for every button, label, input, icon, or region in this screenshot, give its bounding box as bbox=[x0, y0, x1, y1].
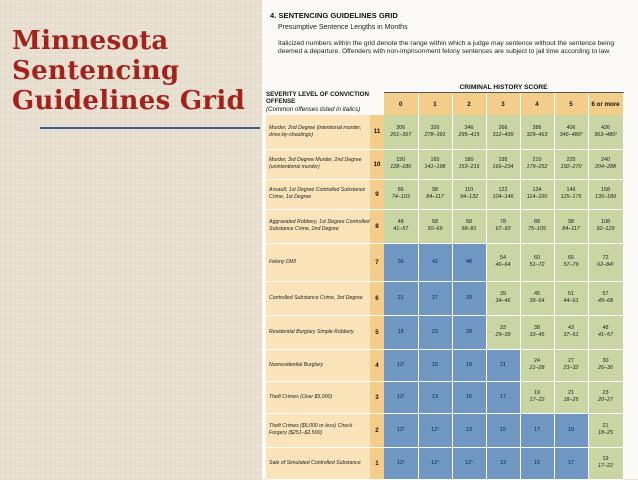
sentence-range: 21–28 bbox=[529, 365, 545, 371]
sentence-months: 12¹ bbox=[396, 459, 405, 466]
sentence-months: 42 bbox=[432, 258, 438, 265]
sentence-range: 128–180 bbox=[390, 164, 412, 170]
sentence-range: 261–367 bbox=[390, 131, 412, 138]
grid-cell bbox=[588, 381, 623, 413]
sentence-range: 75–105 bbox=[528, 226, 546, 232]
grid-cell bbox=[384, 381, 418, 413]
sentence-range: 51–72 bbox=[529, 262, 545, 268]
sentence-months: 17 bbox=[500, 393, 506, 400]
grid-cell bbox=[520, 179, 554, 209]
grid-cell bbox=[554, 179, 588, 209]
sentence-months: 72 bbox=[602, 255, 609, 261]
grid-cell bbox=[452, 209, 486, 243]
grid-cell bbox=[588, 209, 623, 243]
sentence-months: 19 bbox=[602, 456, 609, 462]
grid-cell bbox=[452, 115, 486, 149]
sentence-range: 94–132 bbox=[460, 194, 478, 200]
sentence-range: 23–32 bbox=[563, 365, 579, 371]
sentence-months: 39 bbox=[500, 291, 506, 297]
sentence-months: 12¹ bbox=[396, 393, 405, 400]
sentence-months: 19 bbox=[534, 390, 540, 396]
grid-cell bbox=[486, 413, 520, 447]
sentence-months: 21 bbox=[500, 361, 506, 368]
grid-row bbox=[266, 349, 623, 381]
sentence-months: 48 bbox=[397, 219, 404, 225]
sentence-range: 58–81 bbox=[461, 226, 477, 232]
guidelines-document bbox=[262, 0, 638, 479]
document-heading: 4. SENTENCING GUIDELINES GRID bbox=[270, 11, 398, 20]
sentence-months: 98 bbox=[568, 219, 574, 225]
grid-cell bbox=[418, 209, 452, 243]
offense-label: Controlled Substance Crime, 3rd Degree bbox=[266, 281, 370, 315]
grid-row bbox=[266, 447, 623, 479]
sentence-range: 29–39 bbox=[495, 332, 511, 338]
grid-cell bbox=[554, 447, 588, 479]
sentence-range: 41–57 bbox=[598, 332, 613, 338]
sentence-months: 15 bbox=[432, 361, 438, 368]
grid-cell bbox=[554, 115, 588, 149]
sentence-months: 98 bbox=[432, 187, 438, 193]
sentence-range: 17–22 bbox=[529, 397, 545, 403]
sentence-months: 158 bbox=[601, 187, 610, 193]
grid-cell bbox=[554, 149, 588, 179]
slide-title bbox=[12, 26, 257, 116]
sentence-months: 30 bbox=[602, 358, 609, 364]
sentence-months: 15 bbox=[466, 393, 472, 400]
sentence-range: 46–64 bbox=[495, 262, 511, 268]
sentence-months: 48 bbox=[602, 325, 609, 331]
slide-title-line-2: Sentencing bbox=[12, 56, 180, 86]
grid-cell bbox=[520, 315, 554, 349]
severity-level: 4 bbox=[370, 349, 384, 381]
slide-title-line-1: Minnesota bbox=[12, 26, 169, 56]
severity-level: 9 bbox=[370, 179, 384, 209]
offense-label: Nonresidential Burglary bbox=[266, 349, 370, 381]
grid-cell bbox=[486, 349, 520, 381]
grid-cell bbox=[452, 381, 486, 413]
grid-cell bbox=[520, 349, 554, 381]
grid-cell bbox=[588, 413, 623, 447]
sentence-months: 27 bbox=[568, 358, 574, 364]
offense-column-header bbox=[266, 82, 384, 115]
title-underline bbox=[40, 127, 260, 129]
sentence-months: 18 bbox=[466, 361, 472, 368]
grid-row bbox=[266, 243, 623, 281]
grid-cell bbox=[418, 349, 452, 381]
sentence-range: 41–57 bbox=[393, 226, 409, 232]
sentence-range: 125–175 bbox=[560, 194, 582, 200]
sentence-range: 49–68 bbox=[598, 298, 613, 304]
offense-label: Murder, 2nd Degree (intentional murder; drive-by-shootings) bbox=[266, 115, 370, 149]
severity-level: 7 bbox=[370, 243, 384, 281]
grid-cell bbox=[384, 243, 418, 281]
sentence-months: 326 bbox=[430, 124, 440, 131]
sentence-months: 23 bbox=[602, 390, 609, 396]
grid-cell bbox=[588, 179, 623, 209]
grid-cell bbox=[520, 413, 554, 447]
history-score-2: 2 bbox=[452, 93, 486, 116]
grid-cell bbox=[452, 315, 486, 349]
grid-cell bbox=[520, 281, 554, 315]
severity-level: 5 bbox=[370, 315, 384, 349]
grid-cell bbox=[384, 179, 418, 209]
grid-cell bbox=[554, 381, 588, 413]
grid-cell bbox=[520, 381, 554, 413]
grid-cell bbox=[452, 179, 486, 209]
grid-cell bbox=[520, 243, 554, 281]
grid-cell bbox=[486, 281, 520, 315]
sentence-range: 37–51 bbox=[563, 332, 579, 338]
grid-cell bbox=[554, 413, 588, 447]
grid-cell bbox=[520, 209, 554, 243]
sentence-months: 108 bbox=[601, 219, 610, 225]
sentence-months: 33 bbox=[500, 325, 506, 331]
grid-row bbox=[266, 315, 623, 349]
grid-cell bbox=[588, 149, 623, 179]
sentence-range: 114–160 bbox=[526, 194, 548, 200]
offense-header-note: (Common offenses listed in italics) bbox=[266, 105, 361, 113]
sentence-months: 68 bbox=[466, 219, 472, 225]
grid-cell bbox=[384, 281, 418, 315]
sentence-months: 12¹ bbox=[396, 361, 405, 368]
grid-cell bbox=[554, 315, 588, 349]
grid-row bbox=[266, 149, 623, 179]
grid-cell bbox=[486, 209, 520, 243]
grid-cell bbox=[486, 149, 520, 179]
history-score-0: 0 bbox=[384, 93, 418, 116]
severity-level: 6 bbox=[370, 281, 384, 315]
sentence-range: 104–146 bbox=[492, 194, 514, 200]
sentence-months: 346 bbox=[464, 124, 474, 131]
sentence-range: 179–252 bbox=[526, 164, 548, 170]
sentence-months: 13 bbox=[432, 393, 438, 400]
sentence-range: 166–234 bbox=[492, 164, 514, 170]
sentence-months: 306 bbox=[396, 124, 406, 131]
grid-cell bbox=[452, 149, 486, 179]
sentence-months: 54 bbox=[500, 255, 506, 261]
sentence-range: 33–45 bbox=[529, 332, 545, 338]
severity-level: 1 bbox=[370, 447, 384, 479]
sentence-range: 39–54 bbox=[529, 298, 545, 304]
grid-cell bbox=[554, 281, 588, 315]
grid-cell bbox=[418, 149, 452, 179]
grid-cell bbox=[418, 179, 452, 209]
grid-row bbox=[266, 179, 623, 209]
grid-body bbox=[266, 115, 623, 479]
sentence-range: 346–480² bbox=[559, 131, 583, 138]
sentence-months: 15 bbox=[534, 459, 540, 466]
grid-cell bbox=[418, 315, 452, 349]
sentence-range: 192–270 bbox=[560, 164, 582, 170]
sentence-months: 33 bbox=[466, 294, 472, 301]
sentence-months: 12¹ bbox=[431, 426, 439, 433]
grid-cell bbox=[452, 447, 486, 479]
history-score-5: 5 bbox=[554, 93, 588, 116]
sentencing-grid bbox=[266, 82, 624, 480]
grid-cell bbox=[486, 315, 520, 349]
sentence-range: 26–36 bbox=[598, 365, 613, 371]
sentence-months: 18 bbox=[397, 328, 404, 335]
sentence-months: 406 bbox=[566, 124, 576, 131]
sentence-months: 12¹ bbox=[465, 459, 473, 466]
sentence-months: 88 bbox=[534, 219, 540, 225]
sentence-range: 17–22 bbox=[598, 463, 613, 469]
sentence-range: 141–198 bbox=[424, 164, 446, 170]
sentence-range: 18–25 bbox=[598, 430, 613, 436]
grid-cell bbox=[384, 149, 418, 179]
severity-level: 8 bbox=[370, 209, 384, 243]
sentence-range: 84–117 bbox=[562, 226, 580, 232]
grid-row bbox=[266, 413, 623, 447]
sentence-range: 34–46 bbox=[495, 298, 511, 304]
sentence-months: 36 bbox=[397, 258, 404, 265]
criminal-history-header: CRIMINAL HISTORY SCORE bbox=[384, 82, 623, 93]
grid-cell bbox=[588, 243, 623, 281]
offense-label: Assault, 1st Degree Controlled Substance Crime, 1st Degree bbox=[266, 179, 370, 209]
sentence-range: 278–391 bbox=[424, 131, 446, 138]
offense-label: Theft Crimes (Over $5,000) bbox=[266, 381, 370, 413]
sentence-range: 84–117 bbox=[426, 194, 444, 200]
sentence-months: 60 bbox=[534, 255, 540, 261]
sentence-months: 51 bbox=[568, 291, 574, 297]
grid-cell bbox=[384, 209, 418, 243]
sentence-months: 66 bbox=[568, 255, 574, 261]
sentence-range: 295–415 bbox=[458, 131, 480, 138]
slide-title-line-3: Guidelines Grid bbox=[12, 86, 246, 116]
sentence-range: 363–480² bbox=[594, 131, 617, 138]
grid-cell bbox=[588, 115, 623, 149]
sentence-months: 426 bbox=[601, 124, 610, 131]
sentence-range: 92–129 bbox=[596, 226, 615, 232]
sentence-months: 146 bbox=[566, 187, 576, 193]
sentence-range: 204–288 bbox=[595, 164, 616, 170]
grid-cell bbox=[486, 381, 520, 413]
grid-cell bbox=[520, 149, 554, 179]
sentence-months: 28 bbox=[466, 328, 472, 335]
sentence-range: 329–463 bbox=[526, 131, 548, 138]
sentence-months: 21 bbox=[602, 423, 609, 429]
sentence-months: 45 bbox=[534, 291, 540, 297]
offense-label: Murder, 3rd Degree Murder, 2nd Degree (unintentional murder) bbox=[266, 149, 370, 179]
grid-row bbox=[266, 381, 623, 413]
sentence-months: 21 bbox=[568, 390, 574, 396]
offense-label: Aggravated Robbery, 1st Degree Controlled Substance Crime, 2nd Degree bbox=[266, 209, 370, 243]
grid-cell bbox=[418, 115, 452, 149]
grid-row bbox=[266, 281, 623, 315]
offense-label: Residential Burglary Simple Robbery bbox=[266, 315, 370, 349]
grid-cell bbox=[554, 349, 588, 381]
history-score-4: 4 bbox=[520, 93, 554, 116]
history-score-3: 3 bbox=[486, 93, 520, 116]
grid-cell bbox=[554, 243, 588, 281]
grid-cell bbox=[588, 281, 623, 315]
sentence-months: 150 bbox=[396, 157, 406, 163]
offense-label: Felony DWI bbox=[266, 243, 370, 281]
grid-cell bbox=[452, 413, 486, 447]
sentence-months: 19 bbox=[568, 426, 574, 433]
severity-level: 10 bbox=[370, 149, 384, 179]
sentence-range: 74–103 bbox=[391, 194, 410, 200]
sentence-months: 386 bbox=[532, 124, 542, 131]
sentence-months: 366 bbox=[498, 124, 508, 131]
sentence-months: 12¹ bbox=[396, 426, 405, 433]
sentence-months: 27 bbox=[432, 294, 438, 301]
sentence-months: 210 bbox=[532, 157, 542, 163]
severity-level: 3 bbox=[370, 381, 384, 413]
grid-cell bbox=[384, 447, 418, 479]
sentence-months: 21 bbox=[397, 294, 404, 301]
sentence-months: 165 bbox=[430, 157, 440, 163]
grid-cell bbox=[588, 315, 623, 349]
grid-cell bbox=[418, 281, 452, 315]
sentence-months: 12¹ bbox=[431, 459, 439, 466]
history-score-6: 6 or more bbox=[588, 93, 623, 116]
grid-cell bbox=[588, 349, 623, 381]
grid-cell bbox=[384, 115, 418, 149]
severity-level: 2 bbox=[370, 413, 384, 447]
grid-cell bbox=[588, 447, 623, 479]
grid-cell bbox=[418, 243, 452, 281]
grid-cell bbox=[452, 243, 486, 281]
sentence-range: 20–27 bbox=[598, 397, 613, 403]
grid-cell bbox=[520, 115, 554, 149]
sentence-months: 24 bbox=[534, 358, 540, 364]
sentence-range: 153–216 bbox=[458, 164, 480, 170]
sentence-range: 67–93 bbox=[495, 226, 511, 232]
sentence-range: 312–439 bbox=[492, 131, 514, 138]
grid-cell bbox=[384, 349, 418, 381]
grid-cell bbox=[486, 447, 520, 479]
grid-row bbox=[266, 209, 623, 243]
offense-label: Theft Crimes ($5,000 or less) Check Forgery ($251–$2,500) bbox=[266, 413, 370, 447]
sentence-range: 57–79 bbox=[563, 262, 579, 268]
grid-cell bbox=[418, 413, 452, 447]
sentence-months: 48 bbox=[466, 258, 472, 265]
sentence-range: 135–189 bbox=[595, 194, 616, 200]
sentence-months: 58 bbox=[432, 219, 438, 225]
sentence-range: 44–61 bbox=[563, 298, 579, 304]
sentence-months: 57 bbox=[602, 291, 609, 297]
grid-cell bbox=[486, 115, 520, 149]
sentence-months: 134 bbox=[532, 187, 542, 193]
grid-cell bbox=[452, 281, 486, 315]
grid-cell bbox=[486, 179, 520, 209]
sentence-months: 78 bbox=[500, 219, 506, 225]
document-subheading: Presumptive Sentence Lengths in Months bbox=[278, 24, 408, 31]
sentence-months: 23 bbox=[432, 328, 438, 335]
grid-cell bbox=[554, 209, 588, 243]
sentence-months: 15 bbox=[500, 426, 506, 433]
sentence-months: 43 bbox=[568, 325, 574, 331]
sentence-months: 13 bbox=[466, 426, 472, 433]
sentence-range: 62–84² bbox=[597, 262, 614, 268]
sentence-range: 50–69 bbox=[427, 226, 443, 232]
grid-cell bbox=[384, 315, 418, 349]
sentence-months: 13 bbox=[500, 459, 506, 466]
sentence-months: 86 bbox=[397, 187, 404, 193]
grid-cell bbox=[418, 447, 452, 479]
grid-row bbox=[266, 115, 623, 149]
grid-cell bbox=[384, 413, 418, 447]
sentence-months: 240 bbox=[601, 157, 610, 163]
grid-cell bbox=[418, 381, 452, 413]
sentence-months: 17 bbox=[534, 426, 540, 433]
document-description: Italicized numbers within the grid denote the range within which a judge may sentence without the sentence being deemed a departure. Offenders with non-imprisonment felony sentences are subject to jail time according to law. bbox=[278, 40, 615, 56]
sentence-months: 180 bbox=[464, 157, 474, 163]
offense-header-text: SEVERITY LEVEL OF CONVICTION OFFENSE bbox=[266, 90, 369, 105]
sentence-months: 122 bbox=[498, 187, 508, 193]
sentence-months: 110 bbox=[464, 187, 474, 193]
sentence-range: 18–25 bbox=[563, 397, 579, 403]
history-score-1: 1 bbox=[418, 93, 452, 116]
severity-level: 11 bbox=[370, 115, 384, 149]
grid-cell bbox=[486, 243, 520, 281]
sentence-months: 38 bbox=[534, 325, 540, 331]
offense-label: Sale of Simulated Controlled Substance bbox=[266, 447, 370, 479]
grid-cell bbox=[452, 349, 486, 381]
sentence-months: 195 bbox=[498, 157, 508, 163]
sentence-months: 17 bbox=[568, 459, 574, 466]
sentence-months: 225 bbox=[566, 157, 576, 163]
grid-cell bbox=[520, 447, 554, 479]
